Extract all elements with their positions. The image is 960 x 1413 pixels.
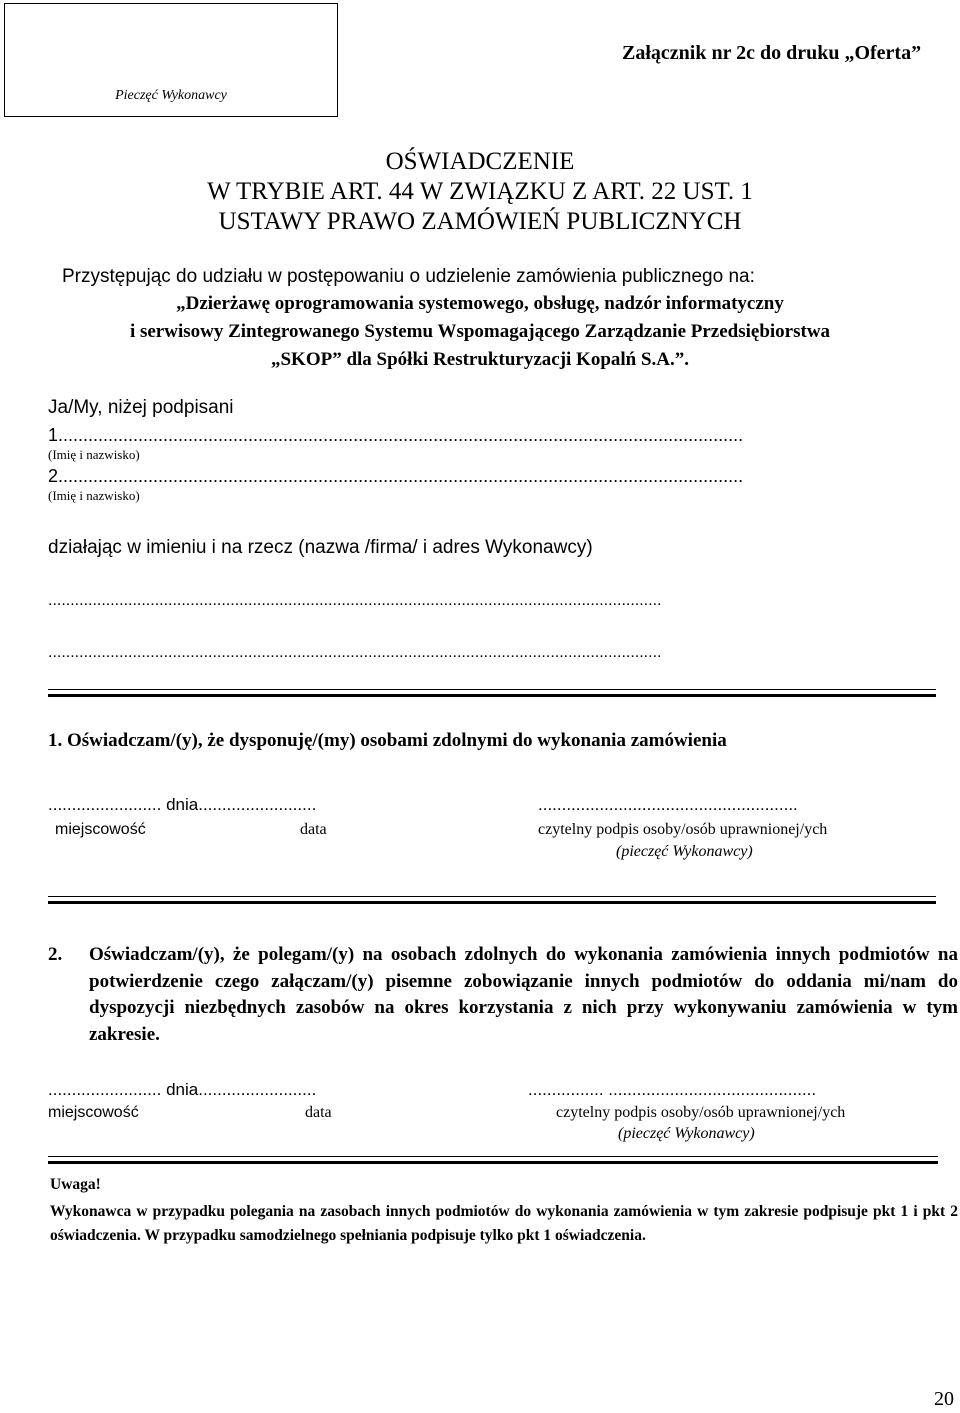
title-line-2: W TRYBIE ART. 44 W ZWIĄZKU Z ART. 22 UST. 1: [207, 178, 753, 205]
statement-2-date-label: data: [305, 1104, 332, 1121]
signatory-1-field[interactable]: 1.........................................................................................................................................: [48, 425, 744, 445]
signatory-2-caption: (Imię i nazwisko): [48, 488, 140, 503]
statement-2: [48, 942, 958, 1048]
contractor-stamp-box: [4, 3, 338, 117]
title-line-3: USTAWY PRAWO ZAMÓWIEŃ PUBLICZNYCH: [218, 208, 742, 235]
contractor-label: działając w imieniu i na rzecz (nazwa /firma/ i adres Wykonawcy): [48, 537, 593, 558]
statement-1-stamp-label: (pieczęć Wykonawcy): [616, 843, 753, 860]
statement-1-place-label: miejscowość: [55, 821, 146, 838]
divider-thin: [48, 1156, 938, 1157]
title-line-1: OŚWIADCZENIE: [385, 148, 575, 175]
divider-thin: [48, 689, 936, 690]
contractor-field-2[interactable]: ..........................................................................................................................................: [48, 644, 662, 661]
intro-text: Przystępując do udziału w postępowaniu o udzielenie zamówienia publicznego na:: [62, 266, 755, 287]
contractor-field-1[interactable]: ..........................................................................................................................................: [48, 592, 662, 609]
statement-2-number: 2.: [48, 944, 63, 965]
signatory-1-caption: (Imię i nazwisko): [48, 447, 140, 462]
note-heading: Uwaga!: [50, 1176, 101, 1193]
page-number: 20: [934, 1388, 954, 1410]
statement-2-place-date-field[interactable]: ........................ dnia.........................: [48, 1080, 317, 1099]
signatories-heading: Ja/My, niżej podpisani: [48, 397, 234, 418]
statement-1-text: 1. Oświadczam/(y), że dysponuję/(my) osobami zdolnymi do wykonania zamówienia: [48, 730, 727, 751]
subject-line-3: „SKOP” dla Spółki Restrukturyzacji Kopalń S.A.”.: [270, 349, 690, 370]
statement-1-place-date-field[interactable]: ........................ dnia.........................: [48, 795, 317, 814]
statement-2-signature-label: czytelny podpis osoby/osób uprawnionej/ych: [556, 1104, 846, 1121]
statement-2-stamp-label: (pieczęć Wykonawcy): [618, 1125, 755, 1142]
statement-2-place-label: miejscowość: [48, 1104, 139, 1121]
subject-line-2: i serwisowy Zintegrowanego Systemu Wspomagającego Zarządzanie Przedsiębiorstwa: [129, 321, 831, 342]
divider-thin: [48, 896, 936, 897]
subject-line-1: „Dzierżawę oprogramowania systemowego, obsługę, nadzór informatyczny: [176, 293, 784, 314]
statement-1-signature-field[interactable]: .......................................................: [538, 795, 798, 814]
signatory-2-field[interactable]: 2.........................................................................................................................................: [48, 466, 744, 486]
statement-1-date-label: data: [300, 821, 327, 838]
divider-thick: [48, 901, 936, 904]
annex-label: Załącznik nr 2c do druku „Oferta”: [622, 42, 922, 64]
statement-2-signature-field[interactable]: ................ ............................................: [528, 1080, 817, 1099]
divider-thick: [48, 1161, 938, 1164]
note-text: Wykonawca w przypadku polegania na zasobach innych podmiotów do wykonania zamówienia w tym zakresie podpisuje pkt 1 i pkt 2 oświadczenia. W przypadku samodzielnego spełniania podpisuje tylko pkt 1 oświadczenia.: [50, 1203, 958, 1244]
statement-1-signature-label: czytelny podpis osoby/osób uprawnionej/ych: [538, 821, 828, 838]
divider-thick: [48, 694, 936, 697]
statement-2-text: Oświadczam/(y), że polegam/(y) na osobach zdolnych do wykonania zamówienia innych podmiotów na potwierdzenie czego załączam/(y) pisemne zobowiązanie innych podmiotów do oddania mi/nam do dyspozycji niezbędnych zasobów na okres korzystania z nich przy wykonywaniu zamówienia w tym zakresie.: [89, 944, 958, 1045]
stamp-label: Pieczęć Wykonawcy: [115, 88, 227, 103]
